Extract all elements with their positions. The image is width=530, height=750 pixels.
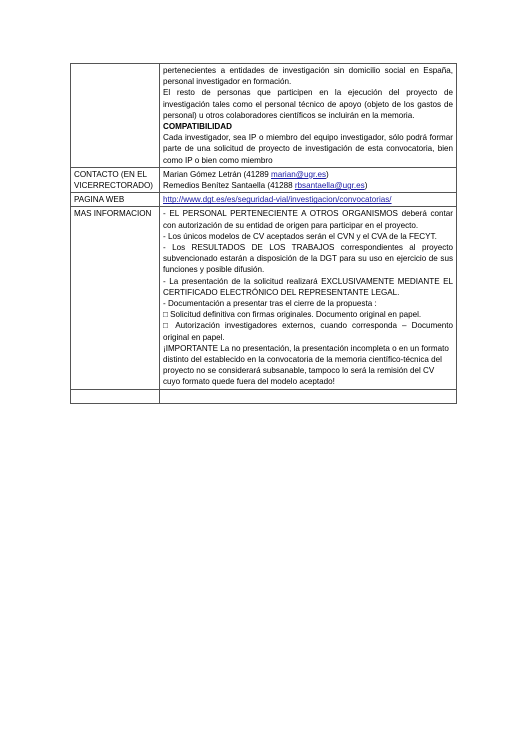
contact-content-cell — [160, 167, 457, 192]
compatibility-heading: COMPATIBILIDAD — [163, 122, 232, 132]
empty-cell-right — [160, 389, 457, 403]
web-label: PAGINA WEB — [71, 193, 160, 207]
info-item-5: - Documentación a presentar tras el cierre de la propuesta : — [163, 299, 377, 309]
participants-content-cell — [160, 64, 457, 168]
participants-paragraph-1: pertenecientes a entidades de investigación sin domicilio social en España, personal investigador en formación. — [163, 66, 453, 87]
empty-cell-left — [71, 389, 160, 403]
participants-row — [71, 64, 457, 168]
contact-line-2 — [163, 180, 453, 191]
info-row — [71, 207, 457, 389]
contact-1-email-link[interactable]: marian@ugr.es — [270, 169, 326, 179]
contact-2-email-link[interactable]: rbsantaella@ugr.es — [294, 181, 365, 191]
important-notice: ¡IMPORTANTE La no presentación, la presentación incompleta o en un formato distinto del establecido en la convocatoria de la memoria científico-técnica del proyecto no se considerará subsanable, tampoco lo será la remisión del CV cuyo formato quede fuera del modelo aceptado! — [163, 343, 449, 387]
contact-line-1 — [163, 169, 453, 180]
web-row — [71, 193, 457, 207]
participants-label-cell — [71, 64, 160, 168]
contact-2-name: Remedios Benítez Santaella (41288 — [163, 181, 295, 191]
info-item-3: - Los RESULTADOS DE LOS TRABAJOS correspondientes al proyecto subvencionado estarán a disposición de la DGT para su uso en ejercicio de sus funciones y posible difusión. — [163, 243, 453, 275]
info-item-6: □ Solicitud definitiva con firmas originales. Documento original en papel. — [163, 310, 422, 320]
participants-paragraph-2: El resto de personas que participen en la ejecución del proyecto de investigación tales como el personal técnico de apoyo (objeto de los gastos de personal) u otros colaboradores científicos se incluirán en la memoria. — [163, 88, 453, 120]
info-item-1: - EL PERSONAL PERTENECIENTE A OTROS ORGANISMOS deberá contar con autorización de su entidad de origen para participar en el proyecto. — [163, 209, 453, 230]
info-label: MAS INFORMACION — [71, 207, 160, 389]
empty-row — [71, 389, 457, 403]
contact-row — [71, 167, 457, 192]
info-content-cell — [160, 207, 457, 389]
info-item-7: □ Autorización investigadores externos, cuando corresponda – Documento original en papel. — [163, 321, 453, 342]
compatibility-text: Cada investigador, sea IP o miembro del equipo investigador, sólo podrá formar parte de una solicitud de proyecto de investigación de esta convocatoria, bien como IP o bien como miembro — [163, 133, 453, 165]
contact-label: CONTACTO (EN EL VICERRECTORADO) — [71, 167, 160, 192]
web-content-cell — [160, 193, 457, 207]
contact-2-close: ) — [364, 181, 368, 191]
info-item-4: - La presentación de la solicitud realizará EXCLUSIVAMENTE MEDIANTE EL CERTIFICADO ELECTRÓNICO DEL REPRESENTANTE LEGAL. — [163, 276, 453, 297]
contact-1-name: Marian Gómez Letrán (41289 — [163, 169, 271, 179]
info-item-2: - Los únicos modelos de CV aceptados serán el CVN y el CVA de la FECYT. — [163, 231, 437, 241]
web-url-link[interactable]: http://www.dgt.es/es/seguridad-vial/investigacion/convocatorias/ — [163, 195, 392, 205]
contact-1-close: ) — [326, 169, 329, 179]
call-info-table — [70, 63, 457, 404]
